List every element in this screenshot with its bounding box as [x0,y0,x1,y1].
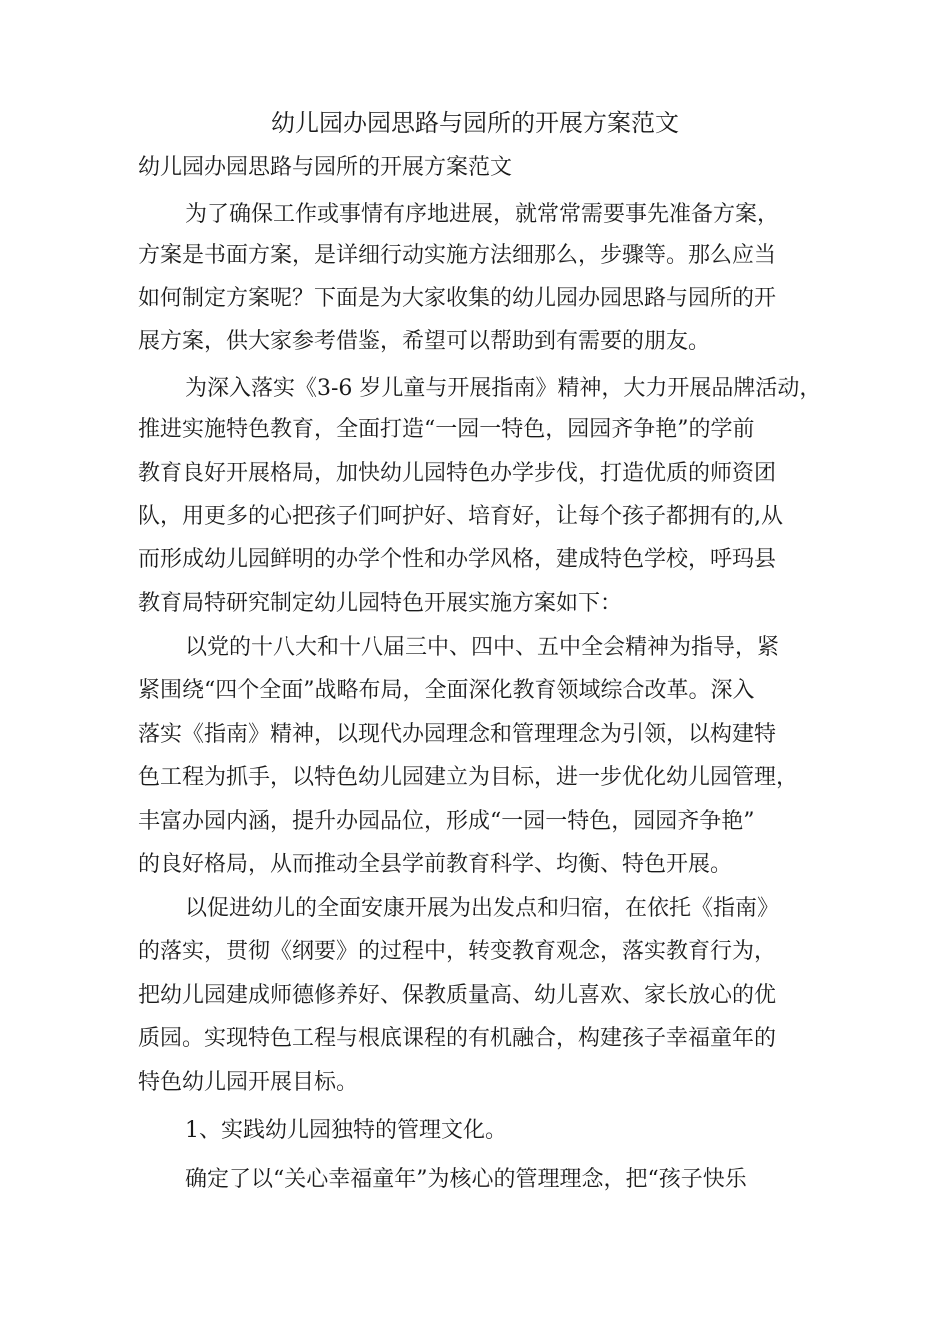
paragraph-4-line-4: 质园。实现特色工程与根底课程的有机融合，构建孩子幸福童年的 [138,1026,777,1051]
subtitle-line: 幼儿园办园思路与园所的开展方案范文 [138,155,513,180]
paragraph-1-line-1: 为了确保工作或事情有序地进展，就常常需要事先准备方案， [185,202,780,227]
paragraph-3-line-6: 的良好格局，从而推动全县学前教育科学、均衡、特色开展。 [138,852,733,877]
paragraph-2-line-5: 而形成幼儿园鲜明的办学个性和办学风格，建成特色学校，呼玛县 [138,547,777,572]
paragraph-2-line-4: 队，用更多的心把孩子们呵护好、培育好，让每个孩子都拥有的,从 [138,504,783,529]
paragraph-3-line-4: 色工程为抓手，以特色幼儿园建立为目标，进一步优化幼儿园管理， [138,765,799,790]
paragraph-2-line-2: 推进实施特色教育，全面打造“一园一特色，园园齐争艳”的学前 [138,417,755,442]
paragraph-2-line-6: 教育局特研究制定幼儿园特色开展实施方案如下： [138,591,623,616]
paragraph-1-line-3: 如何制定方案呢？下面是为大家收集的幼儿园办园思路与园所的开 [138,286,777,311]
section-heading-1: 1、实践幼儿园独特的管理文化。 [185,1118,507,1143]
paragraph-5-line-1: 确定了以“关心幸福童年”为核心的管理理念，把“孩子快乐 [185,1167,747,1192]
paragraph-4-line-1: 以促进幼儿的全面安康开展为出发点和归宿，在依托《指南》 [185,896,780,921]
document-title: 幼儿园办园思路与园所的开展方案范文 [271,109,679,137]
paragraph-3-line-3: 落实《指南》精神，以现代办园理念和管理理念为引领，以构建特 [138,722,777,747]
paragraph-2-line-3: 教育良好开展格局，加快幼儿园特色办学步伐，打造优质的师资团 [138,461,777,486]
paragraph-1-line-4: 展方案，供大家参考借鉴，希望可以帮助到有需要的朋友。 [138,329,711,354]
paragraph-3-line-2: 紧围绕“四个全面”战略布局，全面深化教育领域综合改革。深入 [138,678,755,703]
paragraph-2-line-1: 为深入落实《3-6 岁儿童与开展指南》精神，大力开展品牌活动， [185,376,822,401]
paragraph-1-line-2: 方案是书面方案，是详细行动实施方法细那么，步骤等。那么应当 [138,243,777,268]
paragraph-4-line-3: 把幼儿园建成师德修养好、保教质量高、幼儿喜欢、家长放心的优 [138,983,777,1008]
paragraph-4-line-5: 特色幼儿园开展目标。 [138,1070,359,1095]
paragraph-4-line-2: 的落实，贯彻《纲要》的过程中，转变教育观念，落实教育行为， [138,939,777,964]
paragraph-3-line-1: 以党的十八大和十八届三中、四中、五中全会精神为指导，紧 [185,635,780,660]
paragraph-3-line-5: 丰富办园内涵，提升办园品位，形成“一园一特色，园园齐争艳” [138,809,755,834]
